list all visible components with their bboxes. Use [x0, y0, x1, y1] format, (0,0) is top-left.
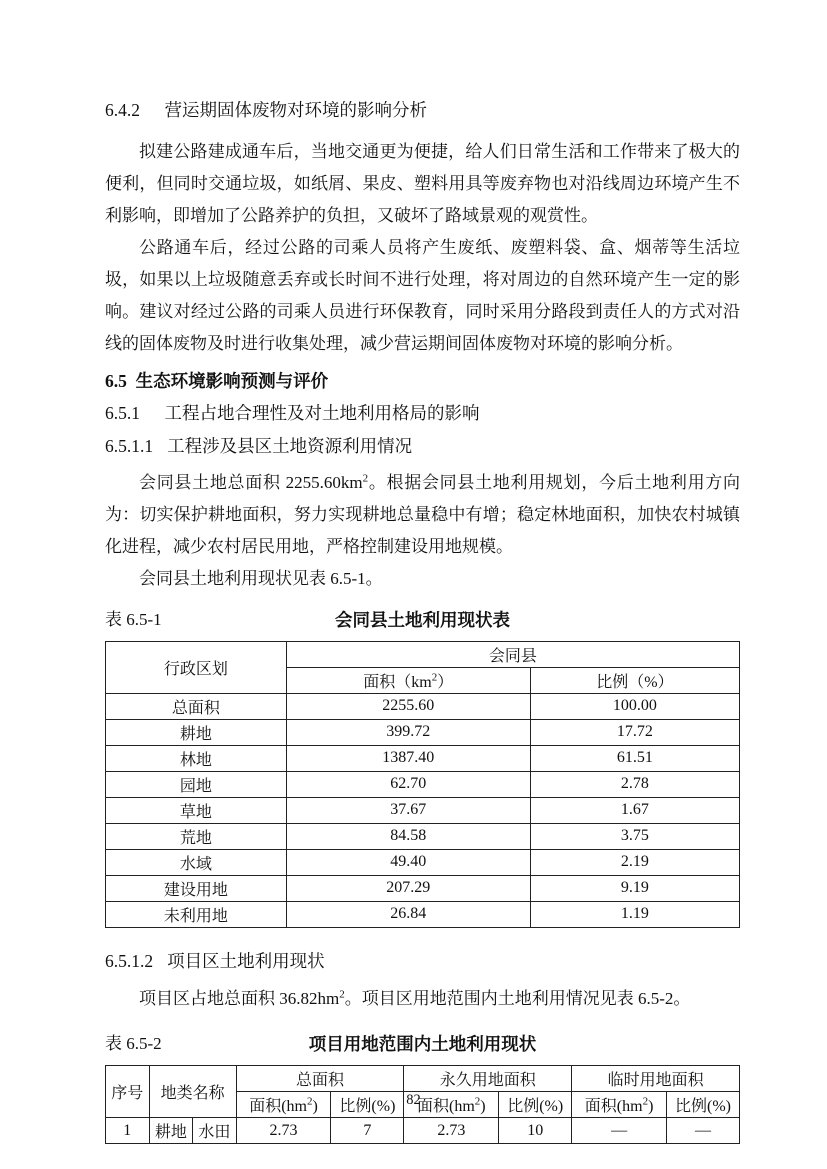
page-number: 82 — [406, 1092, 421, 1108]
table2-caption — [105, 1031, 740, 1057]
text-run: 会同县土地总面积 2255.60km — [139, 472, 363, 492]
heading-title: 营运期固体废物对环境的影响分析 — [164, 100, 427, 120]
table-row — [106, 771, 740, 797]
cell-area: 49.40 — [286, 849, 530, 875]
text-run: 面积（km — [363, 673, 432, 691]
text-run: ） — [437, 673, 454, 691]
cell-ratio: 100.00 — [530, 693, 739, 719]
table1-caption-title: 会同县土地利用现状表 — [335, 609, 510, 630]
cell-land-name: 耕地 — [106, 719, 287, 745]
header-cell-total: 总面积 — [236, 1066, 404, 1092]
cell-ratio: 9.19 — [530, 875, 739, 901]
cell-total-ratio: 7 — [331, 1118, 404, 1144]
superscript: 2 — [474, 1095, 481, 1108]
superscript: 2 — [339, 988, 345, 1001]
header-cell-area — [286, 667, 530, 693]
text-run: 面积(hm — [584, 1098, 643, 1116]
cell-land-name: 总面积 — [106, 693, 287, 719]
heading-6-5-1-1 — [105, 435, 740, 459]
cell-area: 84.58 — [286, 823, 530, 849]
table-row — [106, 745, 740, 771]
paragraph-operation-waste-1: 拟建公路建成通车后，当地交通更为便捷，给人们日常生活和工作带来了极大的便利，但同时交通垃圾，如纸屑、果皮、塑料用具等废弃物也对沿线周边环境产生不利影响，即增加了公路养护的负担，又破坏了路域景观的观赏性。 — [105, 141, 740, 225]
heading-number: 6.4.2 — [105, 100, 140, 120]
header-cell-ratio: 比例(%) — [499, 1092, 572, 1118]
cell-area: 2255.60 — [286, 693, 530, 719]
cell-area: 399.72 — [286, 719, 530, 745]
header-cell-ratio: 比例（%） — [530, 667, 739, 693]
cell-area: 37.67 — [286, 797, 530, 823]
cell-land-name: 荒地 — [106, 823, 287, 849]
table-header-row — [106, 641, 740, 667]
heading-6-5 — [105, 370, 740, 394]
cell-land-name: 草地 — [106, 797, 287, 823]
table-row — [106, 693, 740, 719]
table1-caption — [105, 607, 740, 633]
heading-6-4-2 — [105, 99, 740, 123]
table1-caption-label: 表 6.5-1 — [105, 609, 162, 629]
cell-area: 26.84 — [286, 901, 530, 927]
heading-title: 工程涉及县区土地资源利用情况 — [167, 435, 413, 456]
table-row — [106, 1118, 740, 1144]
cell-area: 1387.40 — [286, 745, 530, 771]
text-run: ) — [648, 1098, 654, 1116]
paragraph-project-area — [105, 983, 740, 1015]
table-row — [106, 849, 740, 875]
heading-number: 6.5.1 — [105, 403, 140, 424]
superscript: 2 — [431, 671, 438, 684]
header-cell-landtype: 地类名称 — [149, 1066, 236, 1118]
text-run: ) — [312, 1098, 318, 1116]
cell-land-name: 水域 — [106, 849, 287, 875]
cell-landtype-sub: 水田 — [193, 1118, 237, 1144]
cell-area: 62.70 — [286, 771, 530, 797]
superscript: 2 — [362, 471, 369, 484]
header-cell-index: 序号 — [106, 1066, 150, 1118]
cell-ratio: 1.19 — [530, 901, 739, 927]
heading-title: 工程占地合理性及对土地利用格局的影响 — [164, 403, 480, 424]
heading-number: 6.5.1.1 — [105, 435, 154, 456]
header-cell-ratio: 比例(%) — [331, 1092, 404, 1118]
table-county-land-use — [105, 641, 740, 928]
text-run: ) — [480, 1098, 486, 1116]
text-run: 。根据会同县土地利用规划，今后土地利用方向为：切实保护耕地面积，努力实现耕地总量稳中有增；稳定林地面积，加快农村城镇化进程，减少农村居民用地，严格控制建设用地规模。 — [105, 472, 740, 556]
cell-temp-area: — — [572, 1118, 667, 1144]
paragraph-see-table-1: 会同县土地利用现状见表 6.5-1。 — [139, 568, 383, 588]
cell-index: 1 — [106, 1118, 150, 1144]
text-run: 项目区占地总面积 36.82hm — [139, 989, 340, 1009]
superscript: 2 — [642, 1095, 649, 1108]
cell-ratio: 2.78 — [530, 771, 739, 797]
cell-landtype-main: 耕地 — [149, 1118, 193, 1144]
cell-ratio: 2.19 — [530, 849, 739, 875]
cell-perm-ratio: 10 — [499, 1118, 572, 1144]
cell-land-name: 未利用地 — [106, 901, 287, 927]
superscript: 2 — [307, 1095, 313, 1108]
text-run: 。项目区用地范围内土地利用情况见表 6.5-2。 — [344, 989, 691, 1009]
text-run: 面积(hm — [417, 1098, 475, 1116]
cell-ratio: 3.75 — [530, 823, 739, 849]
heading-title: 项目区土地利用现状 — [167, 950, 325, 971]
header-cell-region: 行政区划 — [106, 641, 287, 693]
cell-area: 207.29 — [286, 875, 530, 901]
heading-number: 6.5 — [105, 370, 127, 391]
table-row — [106, 719, 740, 745]
cell-temp-ratio: — — [666, 1118, 739, 1144]
cell-land-name: 园地 — [106, 771, 287, 797]
header-cell-permanent: 永久用地面积 — [404, 1066, 572, 1092]
cell-ratio: 61.51 — [530, 745, 739, 771]
header-cell-temporary: 临时用地面积 — [572, 1066, 740, 1092]
text-run: 面积(hm — [249, 1098, 307, 1116]
cell-ratio: 1.67 — [530, 797, 739, 823]
table2-caption-title: 项目用地范围内土地利用现状 — [308, 1034, 537, 1055]
header-cell-county-group: 会同县 — [286, 641, 739, 667]
header-cell-ratio: 比例(%) — [666, 1092, 739, 1118]
cell-total-area: 2.73 — [236, 1118, 331, 1144]
cell-land-name: 林地 — [106, 745, 287, 771]
heading-number: 6.5.1.2 — [105, 950, 154, 971]
table2-caption-label: 表 6.5-2 — [105, 1034, 162, 1054]
heading-6-5-1-2 — [105, 950, 740, 974]
table-row — [106, 901, 740, 927]
paragraph-operation-waste-2: 公路通车后，经过公路的司乘人员将产生废纸、废塑料袋、盒、烟蒂等生活垃圾，如果以上垃圾随意丢弃或长时间不进行处理，将对周边的自然环境产生一定的影响。建议对经过公路的司乘人员进行环保教育，同时采用分路段到责任人的方式对沿线的固体废物及时进行收集处理，减少营运期间固体废物对环境的影响分析。 — [105, 237, 740, 353]
heading-6-5-1 — [105, 402, 740, 426]
table-row — [106, 823, 740, 849]
table-header-row — [106, 1066, 740, 1092]
cell-perm-area: 2.73 — [404, 1118, 499, 1144]
cell-land-name: 建设用地 — [106, 875, 287, 901]
table-row — [106, 875, 740, 901]
table-row — [106, 797, 740, 823]
cell-ratio: 17.72 — [530, 719, 739, 745]
heading-title: 生态环境影响预测与评价 — [135, 370, 329, 391]
paragraph-county-land — [105, 467, 740, 563]
